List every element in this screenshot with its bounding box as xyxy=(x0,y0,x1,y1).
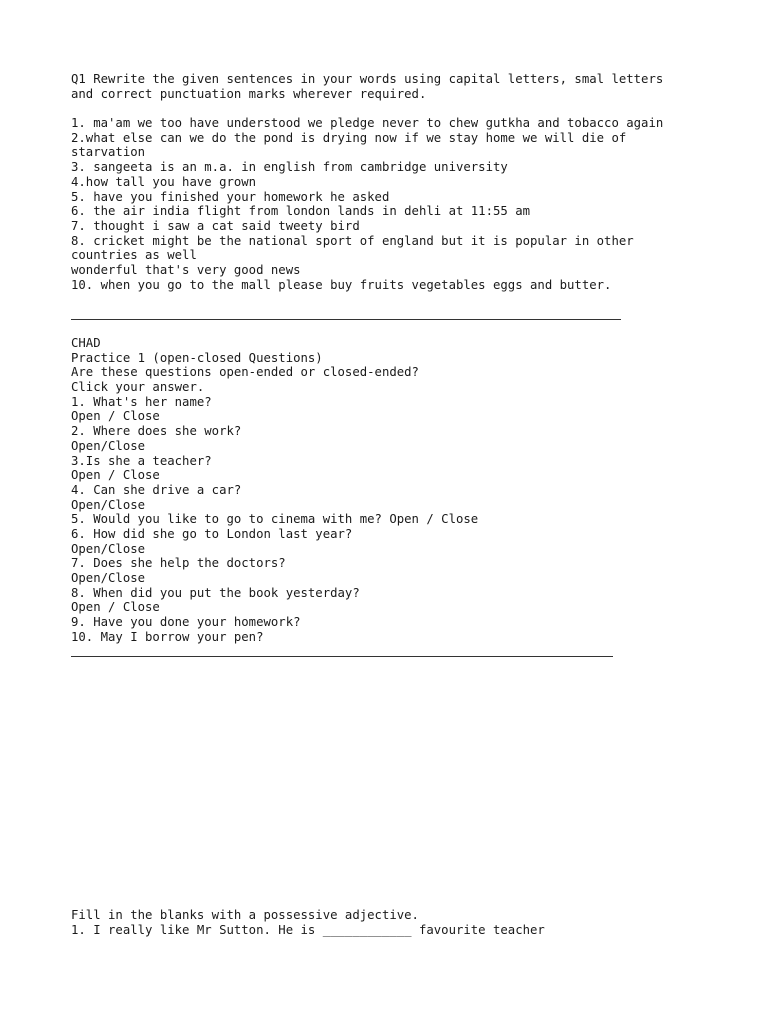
answer-option: Open/Close xyxy=(71,571,146,585)
sentence-item: 5. have you finished your homework he asked xyxy=(71,189,390,204)
sentence-item: 1. ma'am we too have understood we pledge never to chew gutkha and tobacco again xyxy=(71,116,664,131)
sentence-item: starvation xyxy=(71,145,146,160)
sentence-item: wonderful that's very good news xyxy=(71,262,301,277)
sentence-item: 7. thought i saw a cat said tweety bird xyxy=(71,218,360,233)
section-divider xyxy=(71,656,613,657)
answer-option: Open / Close xyxy=(71,600,160,615)
sentence-item: countries as well xyxy=(71,248,197,263)
question-item: 6. How did she go to London last year? xyxy=(71,526,353,541)
exercise-instruction: Click your answer. xyxy=(71,380,205,395)
answer-option: Open/Close xyxy=(71,438,146,453)
question-item: 5. Would you like to go to cinema with me? Open / Close xyxy=(71,512,479,527)
question-item: 3.Is she a teacher? xyxy=(71,453,212,468)
question-item: 7. Does she help the doctors? xyxy=(71,556,286,571)
question-item: 10. May I borrow your pen? xyxy=(71,629,264,644)
question-item: 1. What's her name? xyxy=(71,394,212,409)
sentence-item: 10. when you go to the mall please buy fruits vegetables eggs and butter. xyxy=(71,277,612,292)
sentence-item: 3. sangeeta is an m.a. in english from cambridge university xyxy=(71,160,508,175)
exercise-instruction: and correct punctuation marks wherever required. xyxy=(71,86,427,101)
answer-option: Open / Close xyxy=(71,409,160,424)
section-divider xyxy=(71,319,621,320)
blank-line xyxy=(71,101,663,116)
answer-option: Open/Close xyxy=(71,497,146,512)
question-item: 8. When did you put the book yesterday? xyxy=(71,585,360,600)
answer-option: Open / Close xyxy=(71,468,160,483)
exercise-instruction: Q1 Rewrite the given sentences in your words using capital letters, smal letters xyxy=(71,72,664,86)
practice-title: Practice 1 (open-closed Questions) xyxy=(71,350,323,365)
punctuation-exercise xyxy=(71,72,663,292)
section-label: CHAD xyxy=(71,336,101,350)
open-closed-questions-exercise xyxy=(71,336,478,644)
question-item: 2. Where does she work? xyxy=(71,424,242,439)
fill-blank-item: 1. I really like Mr Sutton. He is ____________ favourite teacher xyxy=(71,922,545,937)
answer-option: Open/Close xyxy=(71,541,146,556)
exercise-instruction: Fill in the blanks with a possessive adjective. xyxy=(71,908,419,922)
sentence-item: 4.how tall you have grown xyxy=(71,174,257,189)
question-item: 4. Can she drive a car? xyxy=(71,482,242,497)
sentence-item: 2.what else can we do the pond is drying now if we stay home we will die of xyxy=(71,130,627,145)
question-item: 9. Have you done your homework? xyxy=(71,615,301,630)
sentence-item: 8. cricket might be the national sport of england but it is popular in other xyxy=(71,233,634,248)
possessive-adjective-exercise xyxy=(71,908,545,937)
exercise-instruction: Are these questions open-ended or closed-ended? xyxy=(71,365,419,380)
sentence-item: 6. the air india flight from london lands in dehli at 11:55 am xyxy=(71,204,531,219)
